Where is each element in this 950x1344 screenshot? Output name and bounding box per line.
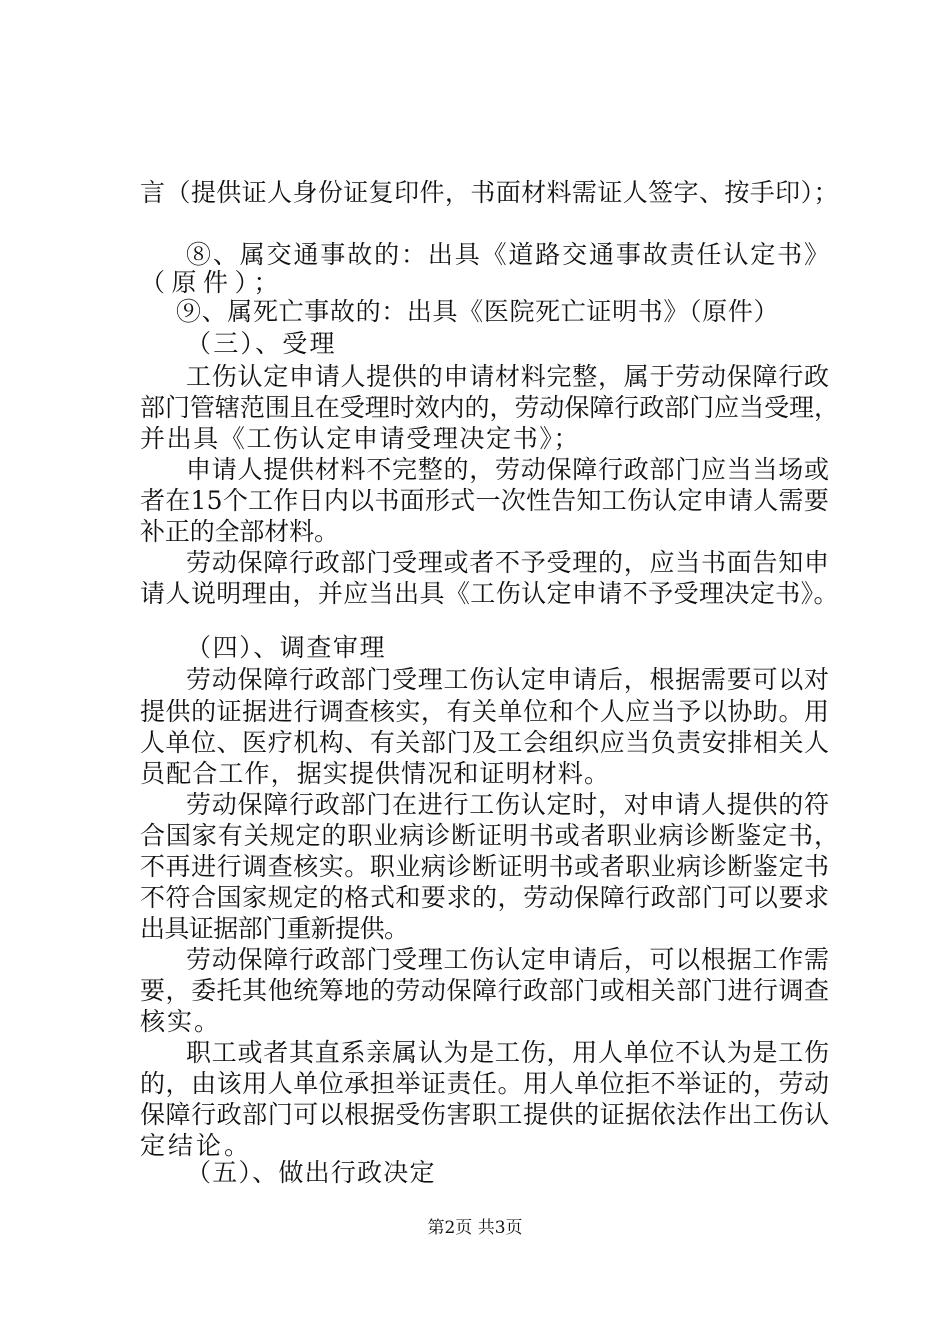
- paragraph-line: 不再进行调查核实。职业病诊断证明书或者职业病诊断鉴定书: [140, 852, 830, 881]
- paragraph-line: 核实。: [140, 1007, 222, 1036]
- section-heading: （五）、做出行政决定: [186, 1158, 436, 1187]
- paragraph-line: 请人说明理由，并应当出具《工伤认定申请不予受理决定书》。: [140, 579, 839, 608]
- paragraph-line: ⑧、属交通事故的：出具《道路交通事故责任认定书》: [186, 240, 831, 269]
- paragraph-line: 员配合工作，据实提供情况和证明材料。: [140, 759, 611, 788]
- section-heading: （三）、受理: [186, 329, 337, 358]
- paragraph-line: （原件）；: [140, 268, 286, 297]
- paragraph-line: 劳动保障行政部门在进行工伤认定时，对申请人提供的符: [186, 790, 830, 819]
- paragraph-line: 要，委托其他统筹地的劳动保障行政部门或相关部门进行调查: [140, 976, 830, 1005]
- paragraph-line: 补正的全部材料。: [140, 517, 339, 546]
- paragraph-line: 的，由该用人单位承担举证责任。用人单位拒不举证的，劳动: [140, 1069, 830, 1098]
- paragraph-line: 言（提供证人身份证复印件，书面材料需证人签字、按手印）；: [140, 178, 839, 207]
- paragraph-line: 申请人提供材料不完整的，劳动保障行政部门应当当场或: [186, 455, 830, 484]
- paragraph-line: 提供的证据进行调查核实，有关单位和个人应当予以协助。用: [140, 697, 830, 726]
- paragraph-line: 劳动保障行政部门受理或者不予受理的，应当书面告知申: [186, 548, 830, 577]
- paragraph-line: 劳动保障行政部门受理工伤认定申请后，可以根据工作需: [186, 945, 830, 974]
- paragraph-line: 职工或者其直系亲属认为是工伤，用人单位不认为是工伤: [186, 1038, 830, 1067]
- paragraph-line: 定结论。: [140, 1131, 253, 1160]
- paragraph-line: 人单位、医疗机构、有关部门及工会组织应当负责安排相关人: [140, 728, 830, 757]
- paragraph-line: 并出具《工伤认定申请受理决定书》；: [140, 424, 581, 453]
- section-heading: （四）、调查审理: [186, 633, 387, 662]
- paragraph-line: 者在15个工作日内以书面形式一次性告知工伤认定申请人需要: [140, 486, 830, 515]
- paragraph-line: 保障行政部门可以根据受伤害职工提供的证据依法作出工伤认: [140, 1100, 830, 1129]
- page-footer: 第2页 共3页: [427, 1218, 523, 1238]
- paragraph-line: 工伤认定申请人提供的申请材料完整，属于劳动保障行政: [186, 362, 830, 391]
- paragraph-line: 部门管辖范围且在受理时效内的，劳动保障行政部门应当受理，: [140, 393, 839, 422]
- paragraph-line: 劳动保障行政部门受理工伤认定申请后，根据需要可以对: [186, 665, 830, 694]
- paragraph-line: 合国家有关规定的职业病诊断证明书或者职业病诊断鉴定书，: [140, 821, 840, 850]
- paragraph-line: ⑨、属死亡事故的：出具《医院死亡证明书》（原件）: [176, 297, 780, 326]
- paragraph-line: 不符合国家规定的格式和要求的，劳动保障行政部门可以要求: [140, 883, 830, 912]
- paragraph-line: 出具证据部门重新提供。: [140, 914, 409, 943]
